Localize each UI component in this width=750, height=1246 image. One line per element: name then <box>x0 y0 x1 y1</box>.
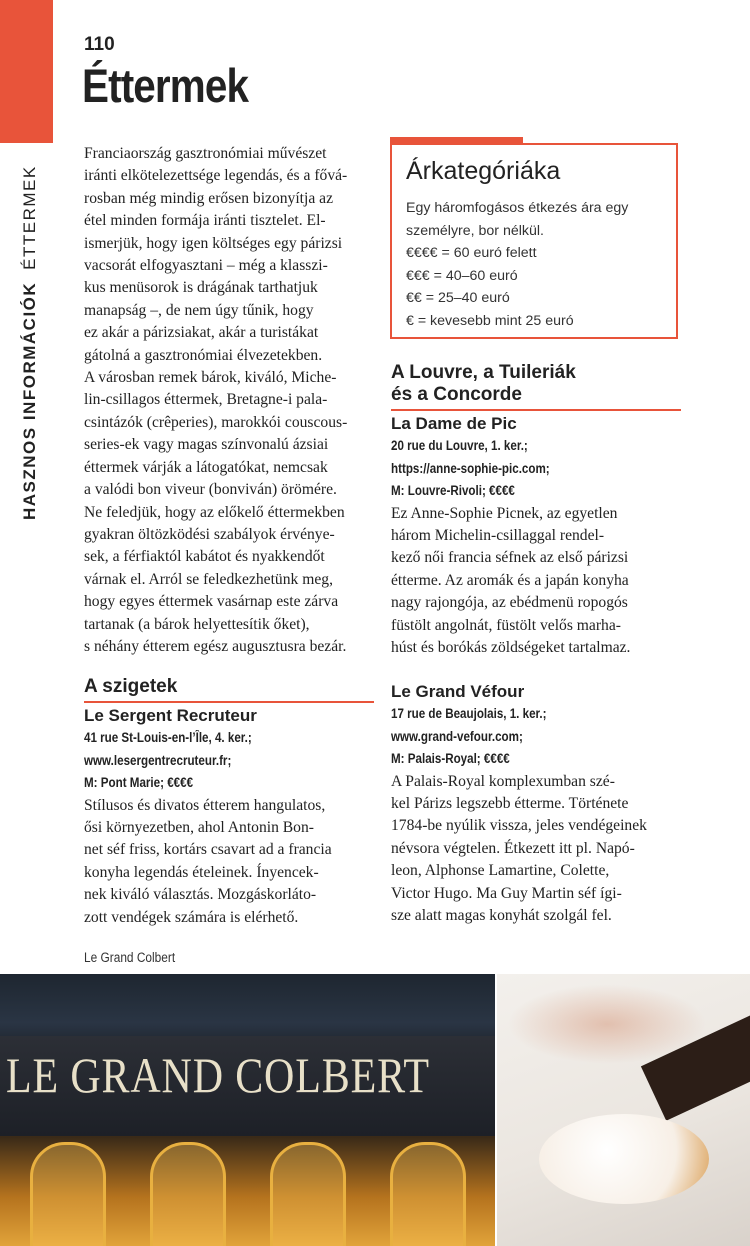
desc-line: nagy rajongója, az ebédmenü ropogós <box>391 594 628 612</box>
page-number: 110 <box>84 34 115 55</box>
desc-line: névsora végtelen. Étkezett itt pl. Napó- <box>391 839 635 857</box>
desc-line: sze alatt magas konyhát szolgál fel. <box>391 906 612 924</box>
dessert-photo <box>497 974 750 1246</box>
intro-line: Ne feledjük, hogy az előkelő éttermekben <box>84 503 345 521</box>
restaurant-website: www.lesergentrecruteur.fr; <box>84 752 232 768</box>
price-box-lines <box>406 197 628 333</box>
chapter-tab <box>0 0 53 143</box>
restaurant-description <box>84 795 374 929</box>
restaurant-metro-price: M: Louvre-Rivoli; €€€€ <box>391 483 515 498</box>
desc-line: Stílusos és divatos étterem hangulatos, <box>84 796 326 814</box>
restaurant-metro-price: M: Pont Marie; €€€€ <box>84 775 194 790</box>
restaurant-description <box>391 503 681 660</box>
intro-line: series-ek vagy magas színvonalú ázsiai <box>84 436 329 454</box>
intro-line: sek, a férfiaktól kabátot és nyakkendőt <box>84 548 325 566</box>
desc-line: ősi környezetben, ahol Antonin Bon- <box>84 818 314 836</box>
intro-line: a valódi bon viveur (bonviván) örömére. <box>84 481 337 499</box>
desc-line: három Michelin-csillaggal rendel- <box>391 526 605 544</box>
price-line: személyre, bor nélkül. <box>406 222 544 239</box>
cream-quenelle <box>539 1114 709 1204</box>
intro-line: ismerjük, hogy igen költséges egy párizsi <box>84 234 343 252</box>
restaurant-metro-price: M: Palais-Royal; €€€€ <box>391 751 510 766</box>
intro-line: várnak el. Arról se feledkezhetünk meg, <box>84 570 333 588</box>
restaurant-description <box>391 771 681 928</box>
desc-line: nek kiváló választás. Mozgáskorláto- <box>84 886 317 904</box>
intro-line: Franciaország gasztronómiai művészet <box>84 145 327 162</box>
price-box-title: Árkategóriáka <box>406 157 561 185</box>
desc-line: konyha legendás ételeinek. Ínyencek- <box>84 863 319 881</box>
intro-line: rosban még mindig erősen bizonyítja az <box>84 189 333 207</box>
restaurant-name: Le Grand Véfour <box>391 682 525 701</box>
window-arch <box>150 1142 226 1246</box>
intro-line: vacsorát elfogyasztani – még a klasszi- <box>84 257 328 275</box>
restaurant-facade-photo <box>0 974 495 1246</box>
price-line: €€ = 25–40 euró <box>406 290 510 307</box>
intro-line: éttermek várják a látogatókat, nemcsak <box>84 458 328 476</box>
desc-line: zott vendégek számára is elérhető. <box>84 908 299 926</box>
restaurant-address: 17 rue de Beaujolais, 1. ker.; <box>391 706 547 721</box>
restaurant-website: https://anne-sophie-pic.com; <box>391 460 550 476</box>
section-heading-line: A Louvre, a Tuileriák <box>391 362 576 383</box>
intro-line: csintázók (crêperies), marokkói couscous- <box>84 413 348 431</box>
intro-line: s néhány étterem egész augusztusra bezár. <box>84 637 347 655</box>
price-line: €€€€ = 60 euró felett <box>406 245 537 262</box>
intro-line: kus menüsorok is drágának tarthatjuk <box>84 279 318 297</box>
section-vefour <box>391 679 681 927</box>
desc-line: 1784-be nyúlik vissza, jeles vendégeinek <box>391 817 647 835</box>
section-louvre <box>391 362 681 659</box>
intro-line: lin-csillagos éttermek, Bretagne-i pala- <box>84 391 328 409</box>
price-line: € = kevesebb mint 25 euró <box>406 312 574 329</box>
restaurant-website: www.grand-vefour.com; <box>391 728 523 744</box>
section-heading: A szigetek <box>84 676 374 703</box>
side-label-bold: HASZNOS INFORMÁCIÓK <box>20 281 39 520</box>
window-arch <box>390 1142 466 1246</box>
intro-line: gyakran öltözködési szabályok érvénye- <box>84 525 335 543</box>
section-islands <box>84 676 374 929</box>
desc-line: net séf friss, kortárs csavart ad a francia <box>84 841 332 859</box>
restaurant-address: 20 rue du Louvre, 1. ker.; <box>391 438 528 453</box>
desc-line: leon, Alphonse Lamartine, Colette, <box>391 862 610 880</box>
intro-line: gátolná a gasztronómiai élvezetekben. <box>84 346 323 364</box>
intro-line: tartanak (a bárok helyettesítik őket), <box>84 615 310 633</box>
price-line: Egy háromfogásos étkezés ára egy <box>406 200 629 216</box>
photo-caption: Le Grand Colbert <box>84 950 176 965</box>
intro-line: hogy egyes éttermek vasárnap este zárva <box>84 593 339 611</box>
price-category-box <box>390 143 678 339</box>
intro-line: iránti elkötelezettsége legendás, és a fővá- <box>84 167 348 185</box>
section-heading <box>391 362 681 411</box>
intro-line: A városban remek bárok, kiváló, Miche- <box>84 369 337 387</box>
section-heading-line: és a Concorde <box>391 384 522 405</box>
desc-line: kel Párizs legszebb étterme. Története <box>391 794 629 812</box>
page-title: Éttermek <box>82 59 249 112</box>
side-label-thin: ÉTTERMEK <box>20 165 39 270</box>
window-arch <box>30 1142 106 1246</box>
restaurant-address: 41 rue St-Louis-en-l’Île, 4. ker.; <box>84 730 252 745</box>
price-line: €€€ = 40–60 euró <box>406 267 518 284</box>
desc-line: Ez Anne-Sophie Picnek, az egyetlen <box>391 504 618 522</box>
window-arch <box>270 1142 346 1246</box>
desc-line: húst és borókás zöldségeket tartalmaz. <box>391 638 631 656</box>
facade-sign-text: LE GRAND COLBERT <box>6 1047 430 1103</box>
intro-line: manapság –, de nem úgy tűnik, hogy <box>84 301 314 319</box>
desc-line: A Palais-Royal komplexumban szé- <box>391 772 615 790</box>
desc-line: étterme. Az aromák és a japán konyha <box>391 571 629 589</box>
desc-line: kező női francia séfnek az első párizsi <box>391 549 629 567</box>
side-chapter-label <box>20 165 40 520</box>
intro-line: ez akár a párizsiakat, akár a turistákat <box>84 324 319 342</box>
desc-line: Victor Hugo. Ma Guy Martin séf ígi- <box>391 884 622 902</box>
intro-line: étel minden formája iránti tisztelet. El- <box>84 212 326 230</box>
desc-line: füstölt angolnát, füstölt velős marha- <box>391 616 621 634</box>
restaurant-name: Le Sergent Recruteur <box>84 706 257 725</box>
restaurant-name: La Dame de Pic <box>391 414 517 433</box>
intro-paragraph <box>84 143 374 658</box>
